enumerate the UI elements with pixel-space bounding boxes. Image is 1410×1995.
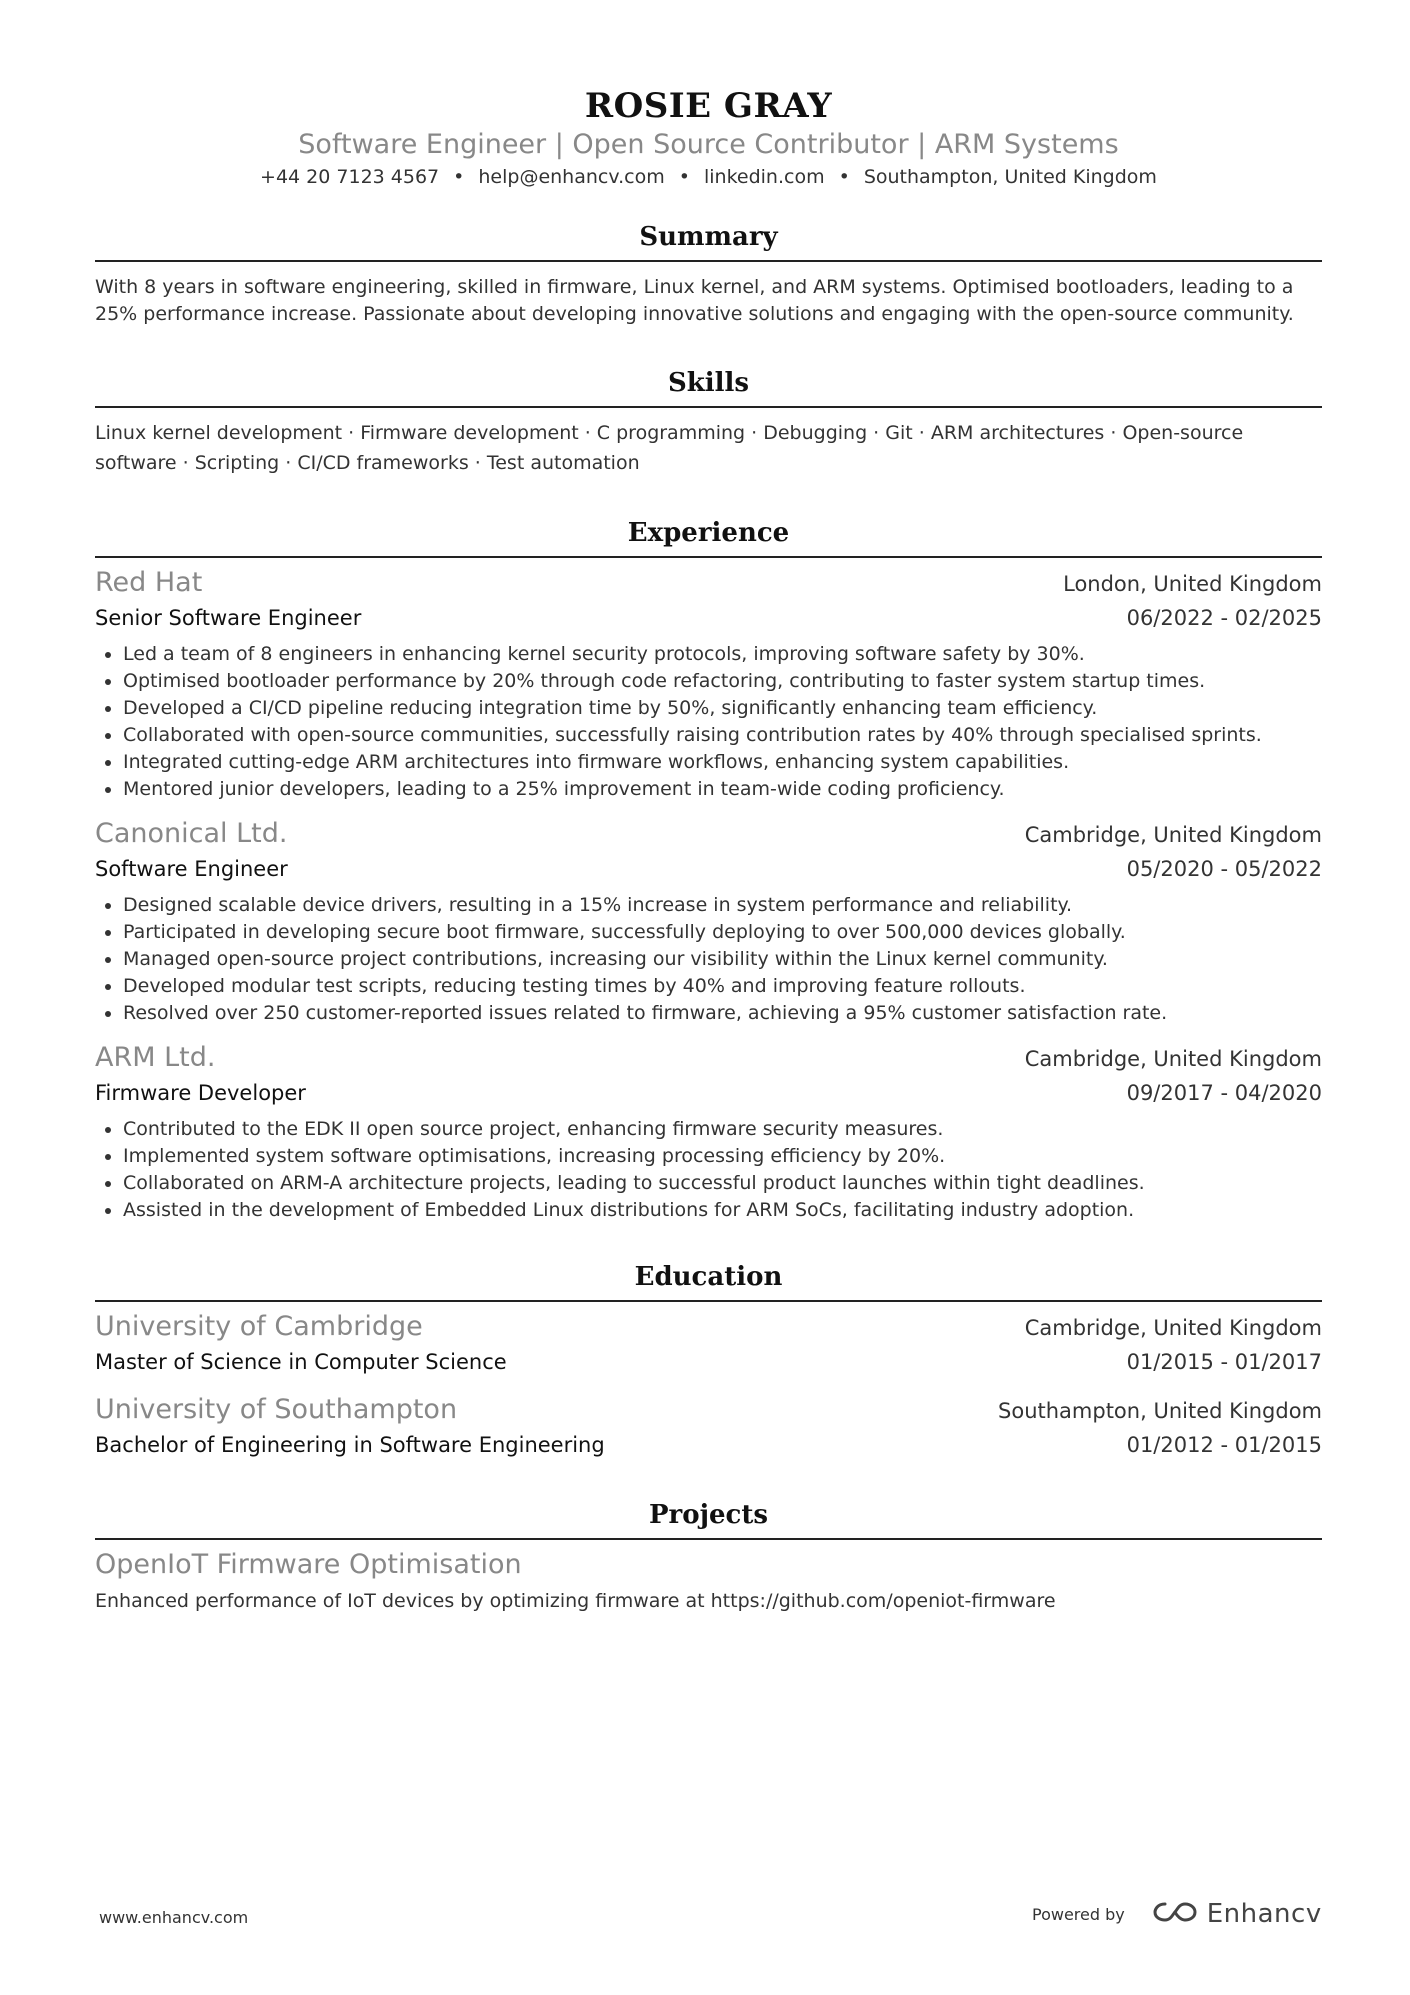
job-company: Red Hat <box>95 567 203 598</box>
powered-by-label: Powered by <box>1032 1904 1125 1924</box>
job-role: Firmware Developer <box>95 1081 306 1105</box>
summary-text: With 8 years in software engineering, skilled in firmware, Linux kernel, and ARM systems. Optimised bootloaders, leading to a 25% performance increase. Passionate about developing innovative solutions and engaging with the open-source community. <box>95 276 1294 325</box>
project-name: OpenIoT Firmware Optimisation <box>95 1549 522 1580</box>
contact-location: Southampton, United Kingdom <box>863 166 1157 188</box>
section-title-projects: Projects <box>95 1498 1322 1540</box>
enhancv-logo-icon <box>1151 1898 1199 1930</box>
job-bullet: • Contributed to the EDK II open source project, enhancing firmware security measures. <box>123 1116 1322 1143</box>
education-section <box>95 1260 1322 1462</box>
job-location: Cambridge, United Kingdom <box>1024 1047 1322 1071</box>
job-bullets <box>95 892 1322 1027</box>
section-title-skills: Skills <box>95 366 1322 408</box>
job-bullet: • Developed modular test scripts, reducing testing times by 40% and improving feature rollouts. <box>123 973 1322 1000</box>
summary-section <box>95 220 1322 328</box>
contact-email[interactable]: help@enhancv.com <box>478 166 665 188</box>
contact-linkedin[interactable]: linkedin.com <box>703 166 825 188</box>
job-dates: 05/2020 - 05/2022 <box>1126 857 1322 881</box>
bullet-separator: • <box>678 166 690 188</box>
education-entry <box>95 1393 1322 1462</box>
project-description: Enhanced performance of IoT devices by optimizing firmware at https://github.com/openiot-firmware <box>95 1590 1056 1612</box>
job-bullet: • Managed open-source project contributions, increasing our visibility within the Linux kernel community. <box>123 946 1322 973</box>
bullet-separator: • <box>838 166 850 188</box>
resume-page <box>95 0 1322 1615</box>
project-entry <box>95 1548 1322 1615</box>
job-bullet: • Optimised bootloader performance by 20% through code refactoring, contributing to faster system startup times. <box>123 668 1322 695</box>
job-entry <box>95 1041 1322 1224</box>
education-entry <box>95 1310 1322 1379</box>
projects-section <box>95 1498 1322 1615</box>
section-title-experience: Experience <box>95 516 1322 558</box>
education-school: University of Cambridge <box>95 1311 423 1342</box>
contact-phone: +44 20 7123 4567 <box>260 166 440 188</box>
job-company: Canonical Ltd. <box>95 818 288 849</box>
job-bullets <box>95 1116 1322 1224</box>
job-bullet: • Led a team of 8 engineers in enhancing kernel security protocols, improving software safety by 30%. <box>123 641 1322 668</box>
education-dates: 01/2015 - 01/2017 <box>1126 1350 1322 1374</box>
job-location: Cambridge, United Kingdom <box>1024 823 1322 847</box>
education-location: Cambridge, United Kingdom <box>1024 1316 1322 1340</box>
section-title-education: Education <box>95 1260 1322 1302</box>
experience-section <box>95 516 1322 1224</box>
job-bullet: • Mentored junior developers, leading to a 25% improvement in team-wide coding proficiency. <box>123 776 1322 803</box>
job-bullet: • Designed scalable device drivers, resulting in a 15% increase in system performance and reliability. <box>123 892 1322 919</box>
contact-line <box>95 164 1322 190</box>
education-degree: Bachelor of Engineering in Software Engineering <box>95 1433 605 1457</box>
job-bullet: • Participated in developing secure boot firmware, successfully deploying to over 500,000 devices globally. <box>123 919 1322 946</box>
job-bullet: • Implemented system software optimisations, increasing processing efficiency by 20%. <box>123 1143 1322 1170</box>
brand-name: Enhancv <box>1206 1899 1322 1929</box>
job-dates: 06/2022 - 02/2025 <box>1126 606 1322 630</box>
job-entry <box>95 817 1322 1027</box>
job-bullet: • Assisted in the development of Embedded Linux distributions for ARM SoCs, facilitating industry adoption. <box>123 1197 1322 1224</box>
candidate-headline: Software Engineer | Open Source Contributor | ARM Systems <box>298 129 1119 160</box>
education-dates: 01/2012 - 01/2015 <box>1126 1433 1322 1457</box>
job-bullets <box>95 641 1322 803</box>
skills-section <box>95 366 1322 478</box>
job-bullet: • Developed a CI/CD pipeline reducing integration time by 50%, significantly enhancing team efficiency. <box>123 695 1322 722</box>
job-location: London, United Kingdom <box>1063 572 1322 596</box>
footer-branding <box>1032 1898 1322 1930</box>
job-bullet: • Resolved over 250 customer-reported issues related to firmware, achieving a 95% customer satisfaction rate. <box>123 1000 1322 1027</box>
section-title-summary: Summary <box>95 220 1322 262</box>
job-bullet: • Collaborated on ARM-A architecture projects, leading to successful product launches within tight deadlines. <box>123 1170 1322 1197</box>
job-company: ARM Ltd. <box>95 1042 216 1073</box>
education-school: University of Southampton <box>95 1394 458 1425</box>
education-location: Southampton, United Kingdom <box>998 1399 1322 1423</box>
job-dates: 09/2017 - 04/2020 <box>1126 1081 1322 1105</box>
education-degree: Master of Science in Computer Science <box>95 1350 507 1374</box>
job-bullet: • Integrated cutting-edge ARM architectures into firmware workflows, enhancing system capabilities. <box>123 749 1322 776</box>
job-role: Senior Software Engineer <box>95 606 362 630</box>
candidate-name: ROSIE GRAY <box>584 86 833 126</box>
bullet-separator: • <box>453 166 465 188</box>
job-role: Software Engineer <box>95 857 288 881</box>
skills-text: Linux kernel development · Firmware development · C programming · Debugging · Git · ARM architectures · Open-source software · Scripting · CI/CD frameworks · Test automation <box>95 422 1244 474</box>
job-bullet: • Collaborated with open-source communities, successfully raising contribution rates by 40% through specialised sprints. <box>123 722 1322 749</box>
footer-website[interactable]: www.enhancv.com <box>99 1908 249 1927</box>
job-entry <box>95 566 1322 803</box>
